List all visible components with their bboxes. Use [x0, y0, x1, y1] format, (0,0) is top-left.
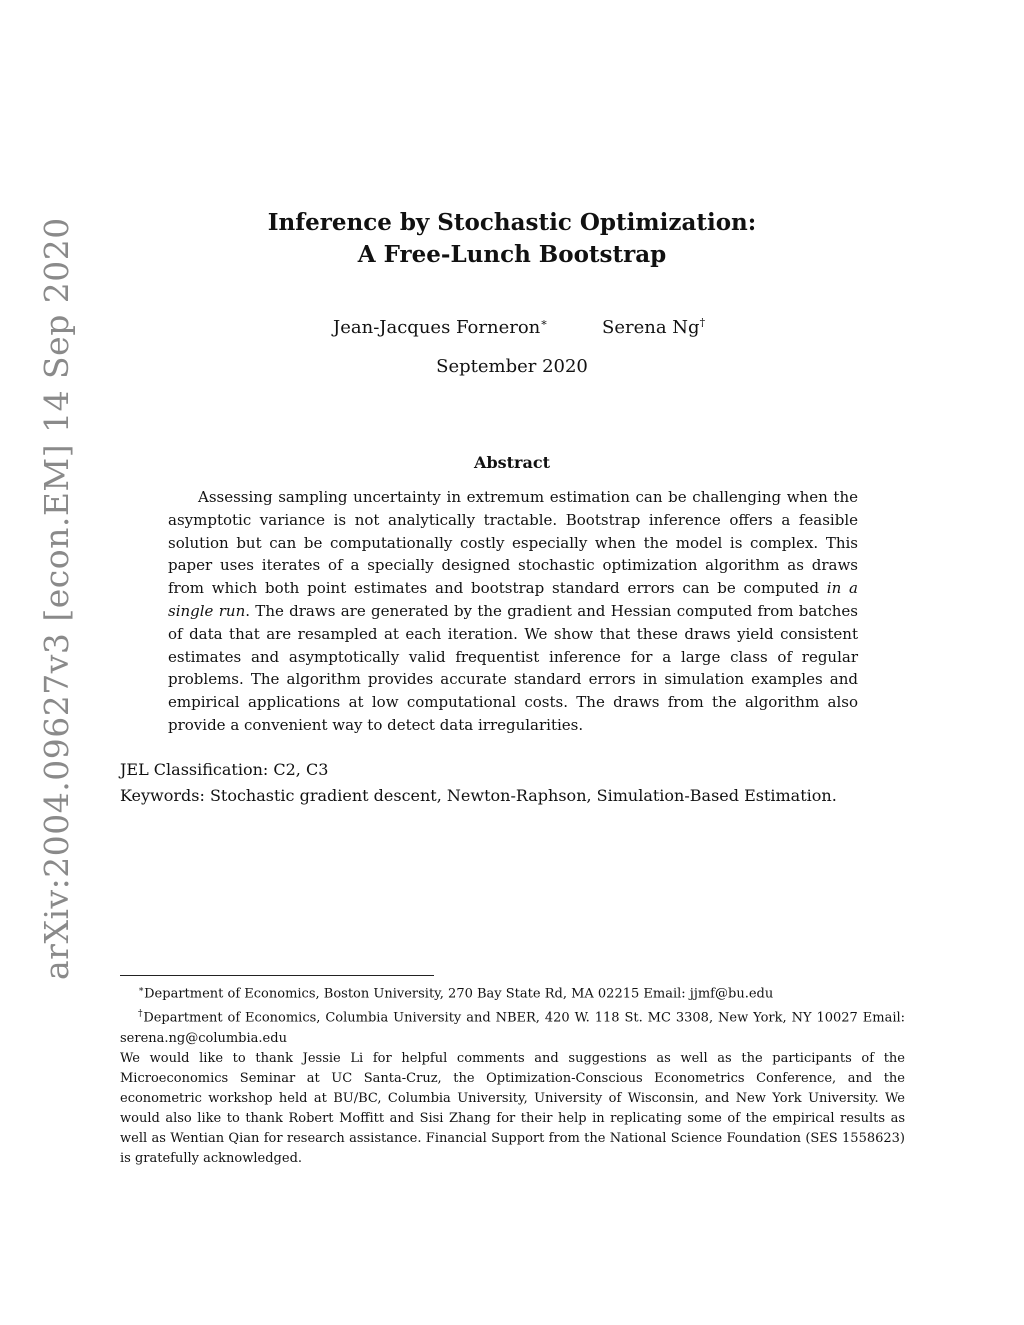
publication-date: September 2020 — [436, 356, 588, 377]
jel-classification: JEL Classification: C2, C3 — [120, 760, 329, 779]
footnote-forneron — [120, 980, 905, 1004]
footnote-text: Department of Economics, Boston University, 270 Bay State Rd, MA 02215 Email: jjmf@bu.edu — [144, 986, 774, 1002]
paper-title — [0, 207, 1024, 271]
acknowledgements: We would like to thank Jessie Li for helpful comments and suggestions as well as the participants of the Microeconomics Seminar at UC Santa-Cruz, the Optimization-Conscious Econometrics Conference, and the econometric workshop held at BU/BC, Columbia University, University of Wisconsin, and New York University. We would also like to thank Robert Moffitt and Sisi Zhang for their help in replicating some of the empirical results as well as Wentian Qian for research assistance. Financial Support from the National Science Foundation (SES 1558623) is gratefully acknowledged. — [120, 1050, 905, 1167]
footnote-divider — [120, 975, 434, 976]
footnote-ng — [120, 1004, 905, 1049]
footnote-mark: ∗ — [138, 985, 145, 995]
author-name: Jean-Jacques Forneron — [333, 317, 541, 338]
footnotes — [120, 980, 905, 1170]
abstract-text — [168, 486, 858, 737]
author-forneron — [333, 311, 548, 340]
author-ng — [602, 311, 705, 340]
keywords: Keywords: Stochastic gradient descent, Newton-Raphson, Simulation-Based Estimation. — [120, 786, 837, 805]
author-footnote-mark: ∗ — [540, 316, 548, 329]
author-footnote-mark: † — [699, 316, 706, 329]
abstract-heading: Abstract — [474, 453, 550, 472]
abstract-text-part-2: . The draws are generated by the gradient and Hessian computed from batches of data that are resampled at each iteration. We show that these draws yield consistent estimates and asymptotically valid frequentist inference for a large class of regular problems. The algorithm provides accurate standard errors in simulation examples and empirical applications at low computational costs. The draws from the algorithm also provide a convenient way to detect data irregularities. — [168, 601, 858, 734]
abstract-text-part-1: Assessing sampling uncertainty in extremum estimation can be challenging when the asymptotic variance is not analytically tractable. Bootstrap inference offers a feasible solution but can be computationally costly especially when the model is complex. This paper uses iterates of a specially designed stochastic optimization algorithm as draws from which both point estimates and bootstrap standard errors can be computed — [168, 488, 858, 598]
title-line-1: Inference by Stochastic Optimization: — [267, 209, 757, 236]
arxiv-identifier: arXiv:2004.09627v3 [econ.EM] 14 Sep 2020 — [37, 217, 76, 980]
author-name: Serena Ng — [602, 317, 700, 338]
title-line-2: A Free-Lunch Bootstrap — [357, 241, 667, 268]
footnote-mark: † — [138, 1009, 144, 1020]
abstract-italic-phrase: in a single run — [168, 579, 859, 620]
footnote-text: Department of Economics, Columbia University and NBER, 420 W. 118 St. MC 3308, New York, NY 10027 Email: serena.ng@columbia.edu — [120, 1010, 906, 1046]
